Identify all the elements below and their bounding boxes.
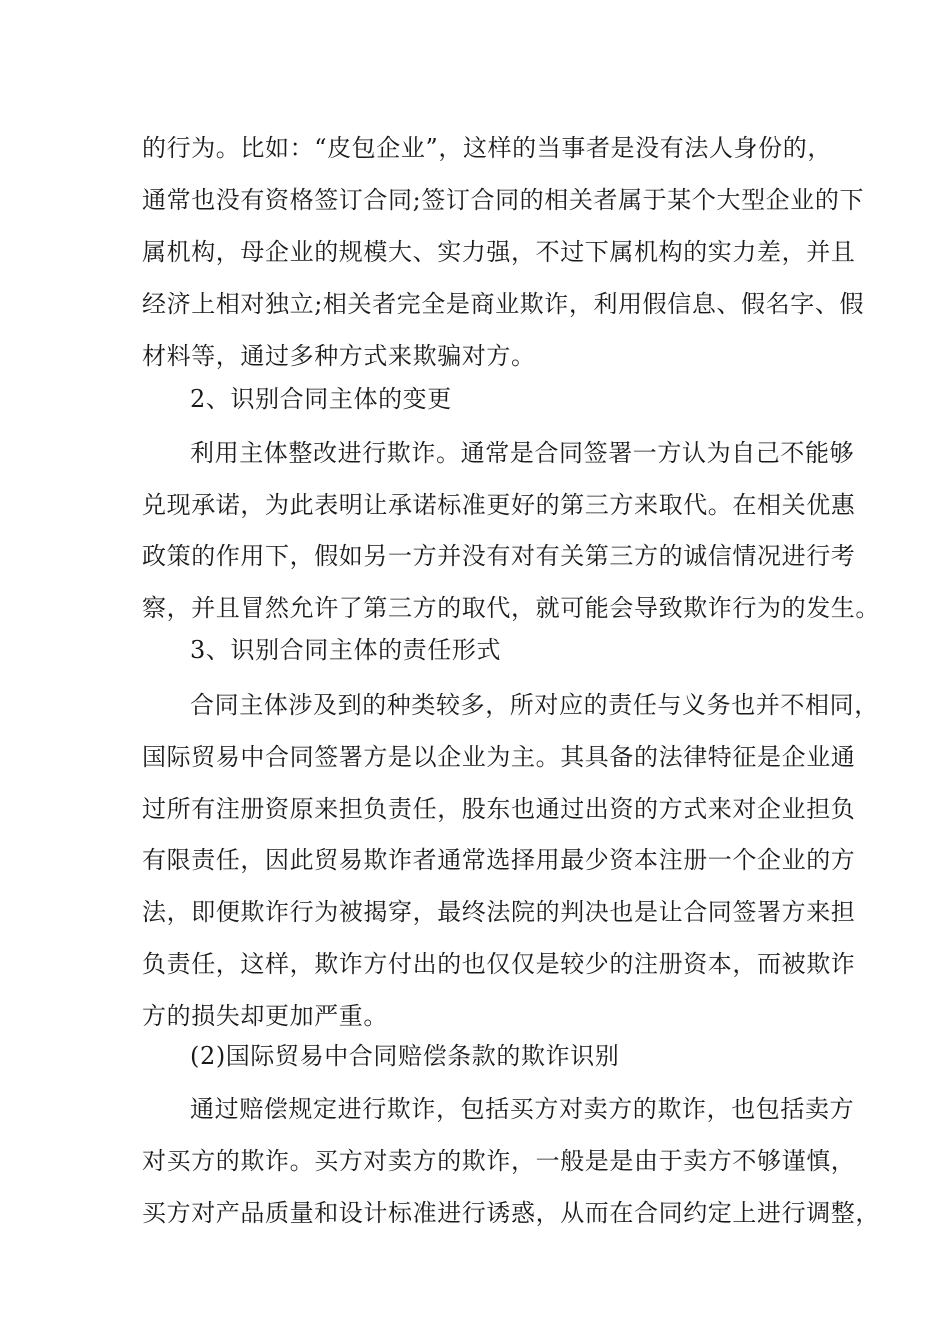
section-heading: (2)国际贸易中合同赔偿条款的欺诈识别 [190,1042,620,1070]
text-line: 通过赔偿规定进行欺诈，包括买方对卖方的欺诈，也包括卖方 [190,1095,855,1123]
text-line: 利用主体整改进行欺诈。通常是合同签署一方认为自己不能够 [190,439,855,467]
section-heading: 2、识别合同主体的变更 [190,385,452,413]
text-line: 兑现承诺，为此表明让承诺标准更好的第三方来取代。在相关优惠 [142,491,856,519]
text-line: 材料等，通过多种方式来欺骗对方。 [142,342,536,370]
section-heading: 3、识别合同主体的责任形式 [190,636,502,664]
text-line: 的行为。比如：“皮包企业”，这样的当事者是没有法人身份的， [142,134,832,162]
text-line: 负责任，这样，欺诈方付出的也仅仅是较少的注册资本，而被欺诈 [142,950,856,978]
text-line: 过所有注册资原来担负责任，股东也通过出资的方式来对企业担负 [142,795,856,823]
text-line: 通常也没有资格签订合同;签订合同的相关者属于某个大型企业的下 [142,186,865,214]
text-line: 方的损失却更加严重。 [142,1002,388,1030]
text-line: 国际贸易中合同签署方是以企业为主。其具备的法律特征是企业通 [142,743,856,771]
text-line: 察，并且冒然允许了第三方的取代，就可能会导致欺诈行为的发生。 [142,594,880,622]
text-line: 政策的作用下，假如另一方并没有对有关第三方的诚信情况进行考 [142,542,856,570]
text-line: 法，即便欺诈行为被揭穿，最终法院的判决也是让合同签署方来担 [142,898,856,926]
text-line: 属机构，母企业的规模大、实力强，不过下属机构的实力差，并且 [142,238,856,266]
text-line: 对买方的欺诈。买方对卖方的欺诈，一般是是由于卖方不够谨慎， [142,1147,856,1175]
text-line: 有限责任，因此贸易欺诈者通常选择用最少资本注册一个企业的方 [142,846,856,874]
text-line: 合同主体涉及到的种类较多，所对应的责任与义务也并不相同， [190,691,879,719]
text-line: 经济上相对独立;相关者完全是商业欺诈，利用假信息、假名字、假 [142,290,865,318]
text-line: 买方对产品质量和设计标准进行诱惑，从而在合同约定上进行调整， [142,1199,880,1227]
